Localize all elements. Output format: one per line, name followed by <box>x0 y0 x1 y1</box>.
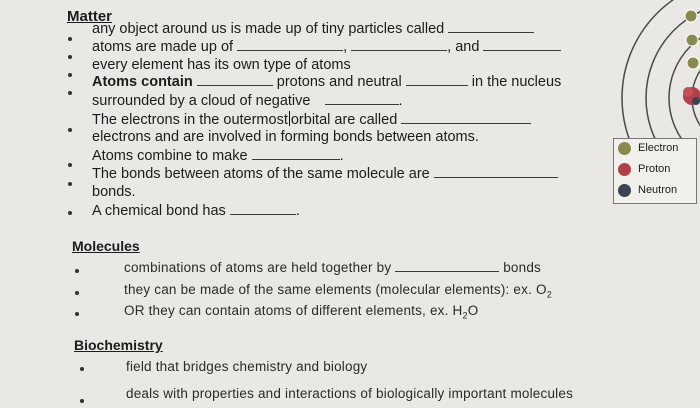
text: orbital are called <box>290 112 398 128</box>
atom-diagram <box>600 0 700 140</box>
text: they can be made of the same elements (molecular elements): ex. O <box>124 282 547 297</box>
legend-electron-label: Electron <box>638 142 679 154</box>
legend-electron <box>614 139 696 159</box>
text: OR they can contain atoms of different elements, ex. H <box>124 303 463 318</box>
bullet <box>68 55 72 59</box>
answer-blank[interactable] <box>406 74 468 86</box>
molecules-title: Molecules <box>72 238 140 254</box>
molecules-line-2 <box>124 282 552 300</box>
legend-neutron-label: Neutron <box>638 184 678 196</box>
electron-1 <box>685 10 697 22</box>
text: protons and neutral <box>276 74 402 90</box>
answer-blank[interactable] <box>351 39 447 51</box>
matter-line-7: electrons and are involved in forming bonds between atoms. <box>92 129 479 145</box>
matter-line-11: A chemical bond has . <box>92 203 300 219</box>
text: atoms are made up of <box>92 39 234 55</box>
answer-blank[interactable] <box>483 39 561 51</box>
text-bold: Atoms contain <box>92 74 193 90</box>
matter-line-4 <box>92 74 561 90</box>
biochemistry-title: Biochemistry <box>74 337 163 353</box>
text: Atoms combine to make <box>92 148 248 164</box>
legend-proton <box>614 160 696 180</box>
matter-line-3: every element has its own type of atoms <box>92 57 351 73</box>
bullet <box>80 367 84 371</box>
text: The electrons in the outermost <box>92 112 288 128</box>
answer-blank[interactable] <box>401 112 531 124</box>
bullet <box>68 73 72 77</box>
text: and <box>455 39 480 55</box>
legend-proton-label: Proton <box>638 163 671 175</box>
bullet <box>68 37 72 41</box>
electron-3 <box>687 57 699 69</box>
text-cursor <box>289 111 290 126</box>
biochemistry-line-1: field that bridges chemistry and biology <box>126 359 368 374</box>
bullet <box>80 399 84 403</box>
biochemistry-line-2: deals with properties and interactions of biologically important molecules <box>126 386 574 401</box>
bullet <box>68 182 72 186</box>
bullet <box>68 91 72 95</box>
legend <box>613 138 697 204</box>
neutron-icon <box>618 184 631 197</box>
matter-title: Matter <box>67 8 113 25</box>
matter-line-10: bonds. <box>92 184 136 200</box>
subscript: 2 <box>462 310 468 321</box>
text: in the nucleus <box>471 74 562 90</box>
electron-2 <box>686 34 698 46</box>
matter-line-9 <box>92 166 558 182</box>
answer-blank[interactable] <box>434 166 558 178</box>
answer-blank[interactable] <box>230 203 296 215</box>
text: surrounded by a cloud of negative <box>92 93 311 109</box>
answer-blank[interactable] <box>448 21 534 33</box>
bullet <box>75 312 79 316</box>
matter-line-6 <box>92 111 531 128</box>
answer-blank[interactable] <box>237 39 343 51</box>
bullet <box>68 163 72 167</box>
subscript: 2 <box>546 289 552 300</box>
text: bonds <box>503 260 542 275</box>
bullet <box>75 291 79 295</box>
text: The bonds between atoms of the same molecule are <box>92 166 430 182</box>
electron-icon <box>618 142 631 155</box>
matter-line-8: Atoms combine to make . <box>92 148 344 164</box>
text: A chemical bond has <box>92 203 226 219</box>
text: O <box>467 303 479 318</box>
proton-icon <box>618 163 631 176</box>
bullet <box>68 211 72 215</box>
answer-blank[interactable] <box>252 148 340 160</box>
molecules-line-3 <box>124 303 478 321</box>
bullet <box>75 269 79 273</box>
text: combinations of atoms are held together by <box>124 260 392 275</box>
matter-line-2: atoms are made up of , , and <box>92 39 561 55</box>
matter-line-5: surrounded by a cloud of negative . <box>92 93 403 109</box>
legend-neutron <box>614 181 696 201</box>
molecules-line-1 <box>124 260 541 275</box>
answer-blank[interactable] <box>395 260 499 272</box>
matter-line-1 <box>92 21 534 37</box>
nucleus <box>683 87 700 105</box>
bullet <box>68 128 72 132</box>
text: any object around us is made up of tiny particles called <box>92 21 445 37</box>
answer-blank[interactable] <box>325 93 399 105</box>
answer-blank[interactable] <box>197 74 273 86</box>
